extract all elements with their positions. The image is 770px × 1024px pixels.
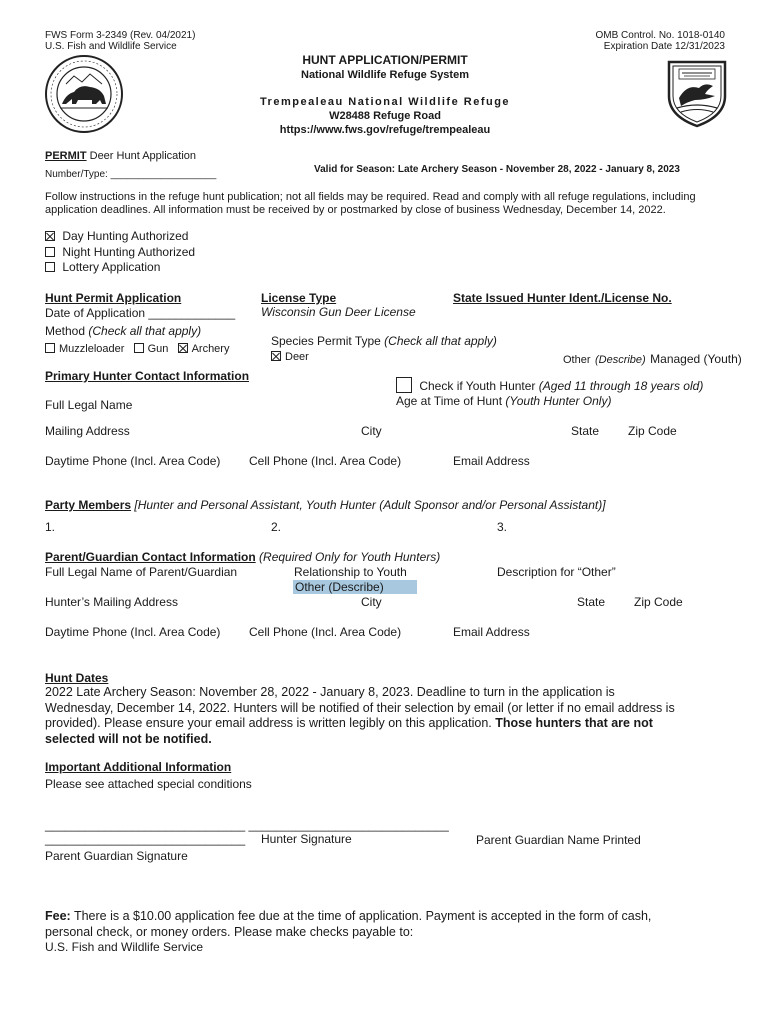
instructions: Follow instructions in the refuge hunt publication; not all fields may be required. Read and comply with all refuge regulations, including application deadlines. All information must be received by or postmarked by close of business Wednesday, December 14, 2022. <box>45 191 696 216</box>
species-permit-label: Species Permit Type (Check all that apply) <box>271 334 497 348</box>
method-options <box>45 343 229 355</box>
day-hunting-checkbox[interactable] <box>45 231 55 241</box>
refuge-address: W28488 Refuge Road <box>329 110 441 122</box>
form-number: FWS Form 3-2349 (Rev. 04/2021) <box>45 30 196 41</box>
primary-contact-heading: Primary Hunter Contact Information <box>45 369 250 383</box>
other-description-field[interactable]: Description for “Other” <box>497 565 616 579</box>
permit-label: PERMIT <box>45 150 87 162</box>
party-member-3[interactable]: 3. <box>497 520 508 534</box>
party-member-2[interactable]: 2. <box>271 520 282 534</box>
guardian-daytime-phone-field[interactable]: Daytime Phone (Incl. Area Code) <box>45 625 221 639</box>
state-license-heading: State Issued Hunter Ident./License No. <box>453 291 672 305</box>
signature-lines: ______________________________ ______________________________ <box>45 818 449 832</box>
gun-option[interactable]: Gun <box>134 343 169 355</box>
form-subtitle: National Wildlife Refuge System <box>301 69 469 81</box>
permit-type: Deer Hunt Application <box>89 150 197 162</box>
additional-info-text: Please see attached special conditions <box>45 777 252 791</box>
guardian-state-field[interactable]: State <box>577 595 606 609</box>
night-hunting-label: Night Hunting Authorized <box>62 245 196 259</box>
guardian-email-field[interactable]: Email Address <box>453 625 530 639</box>
zip-code-field[interactable]: Zip Code <box>628 424 677 438</box>
guardian-city-field[interactable]: City <box>361 595 382 609</box>
guardian-mailing-field[interactable]: Hunter’s Mailing Address <box>45 595 178 609</box>
daytime-phone-field[interactable]: Daytime Phone (Incl. Area Code) <box>45 454 221 468</box>
expiration-date: Expiration Date 12/31/2023 <box>603 41 725 52</box>
species-deer-option[interactable]: Deer <box>271 351 309 363</box>
youth-hunter-check[interactable]: Check if Youth Hunter (Aged 11 through 18 years old) <box>396 377 703 393</box>
fee-text: Fee: There is a $10.00 application fee due at the time of application. Payment is accepted in the form of cash, personal check, or money orders. Please make checks payable to: <box>45 909 652 939</box>
refuge-name: Trempealeau National Wildlife Refuge <box>259 96 511 108</box>
method-label: Method (Check all that apply) <box>45 324 202 338</box>
date-of-application-field[interactable]: Date of Application _____________ <box>45 306 236 320</box>
relationship-label: Relationship to Youth <box>294 565 407 579</box>
day-hunting-label: Day Hunting Authorized <box>62 229 189 243</box>
hunt-dates-text: 2022 Late Archery Season: November 28, 2022 - January 8, 2023. Deadline to turn in the application is Wednesday, December 14, 2022. Hunters will be notified of their selection by email (or letter if no email address is provided). Please ensure your email address is written legibly on this application. Those hunters that are not selected will not be notified. <box>45 685 675 746</box>
lottery-checkbox[interactable] <box>45 262 55 272</box>
archery-option[interactable]: Archery <box>178 343 230 355</box>
party-member-1[interactable]: 1. <box>45 520 56 534</box>
form-title: HUNT APPLICATION/PERMIT <box>302 53 468 67</box>
cell-phone-field[interactable]: Cell Phone (Incl. Area Code) <box>249 454 402 468</box>
guardian-signature-label: Parent Guardian Signature <box>45 849 188 863</box>
youth-hunter-checkbox[interactable] <box>396 377 412 393</box>
deer-checkbox[interactable] <box>271 351 281 361</box>
permit-line <box>45 150 196 162</box>
email-field[interactable]: Email Address <box>453 454 530 468</box>
agency-name: U.S. Fish and Wildlife Service <box>45 41 177 52</box>
night-hunting-checkbox[interactable] <box>45 247 55 257</box>
guardian-cell-phone-field[interactable]: Cell Phone (Incl. Area Code) <box>249 625 402 639</box>
department-seal-icon <box>44 54 124 134</box>
guardian-zip-field[interactable]: Zip Code <box>634 595 683 609</box>
city-field[interactable]: City <box>361 424 382 438</box>
guardian-heading: Parent/Guardian Contact Information (Required Only for Youth Hunters) <box>45 550 441 564</box>
full-legal-name-field[interactable]: Full Legal Name <box>45 398 133 412</box>
permit-number-field[interactable]: Number/Type: ___________________ <box>45 169 217 180</box>
fws-shield-logo-icon <box>665 58 729 128</box>
relationship-select[interactable]: Other (Describe) <box>293 580 417 594</box>
fee-payee: U.S. Fish and Wildlife Service <box>45 940 204 954</box>
guardian-name-printed-label: Parent Guardian Name Printed <box>476 833 641 847</box>
hunt-dates-heading: Hunt Dates <box>45 671 109 685</box>
auth-lottery[interactable] <box>45 260 160 274</box>
lottery-label: Lottery Application <box>62 260 161 274</box>
license-type-value: Wisconsin Gun Deer License <box>261 305 416 319</box>
other-species-field[interactable]: Other (Describe) Managed (Youth) <box>563 352 742 366</box>
valid-season: Valid for Season: Late Archery Season - November 28, 2022 - January 8, 2023 <box>314 164 680 175</box>
license-type-heading: License Type <box>261 291 337 305</box>
omb-control: OMB Control. No. 1018-0140 <box>595 30 725 41</box>
hunter-signature-label: Hunter Signature <box>261 832 352 846</box>
muzzleloader-option[interactable]: Muzzleloader <box>45 343 124 355</box>
guardian-name-field[interactable]: Full Legal Name of Parent/Guardian <box>45 565 238 579</box>
party-members-heading: Party Members [Hunter and Personal Assistant, Youth Hunter (Adult Sponsor and/or Personal Assistant)] <box>45 498 606 512</box>
application-heading: Hunt Permit Application <box>45 291 182 305</box>
mailing-address-field[interactable]: Mailing Address <box>45 424 130 438</box>
refuge-url[interactable]: https://www.fws.gov/refuge/trempealeau <box>279 124 491 136</box>
additional-info-heading: Important Additional Information <box>45 760 232 774</box>
guardian-signature-line[interactable]: ______________________________ <box>45 832 246 846</box>
auth-day-hunting[interactable] <box>45 229 188 243</box>
state-field[interactable]: State <box>571 424 600 438</box>
auth-night-hunting[interactable] <box>45 245 195 259</box>
age-at-hunt-field[interactable]: Age at Time of Hunt (Youth Hunter Only) <box>396 394 612 408</box>
